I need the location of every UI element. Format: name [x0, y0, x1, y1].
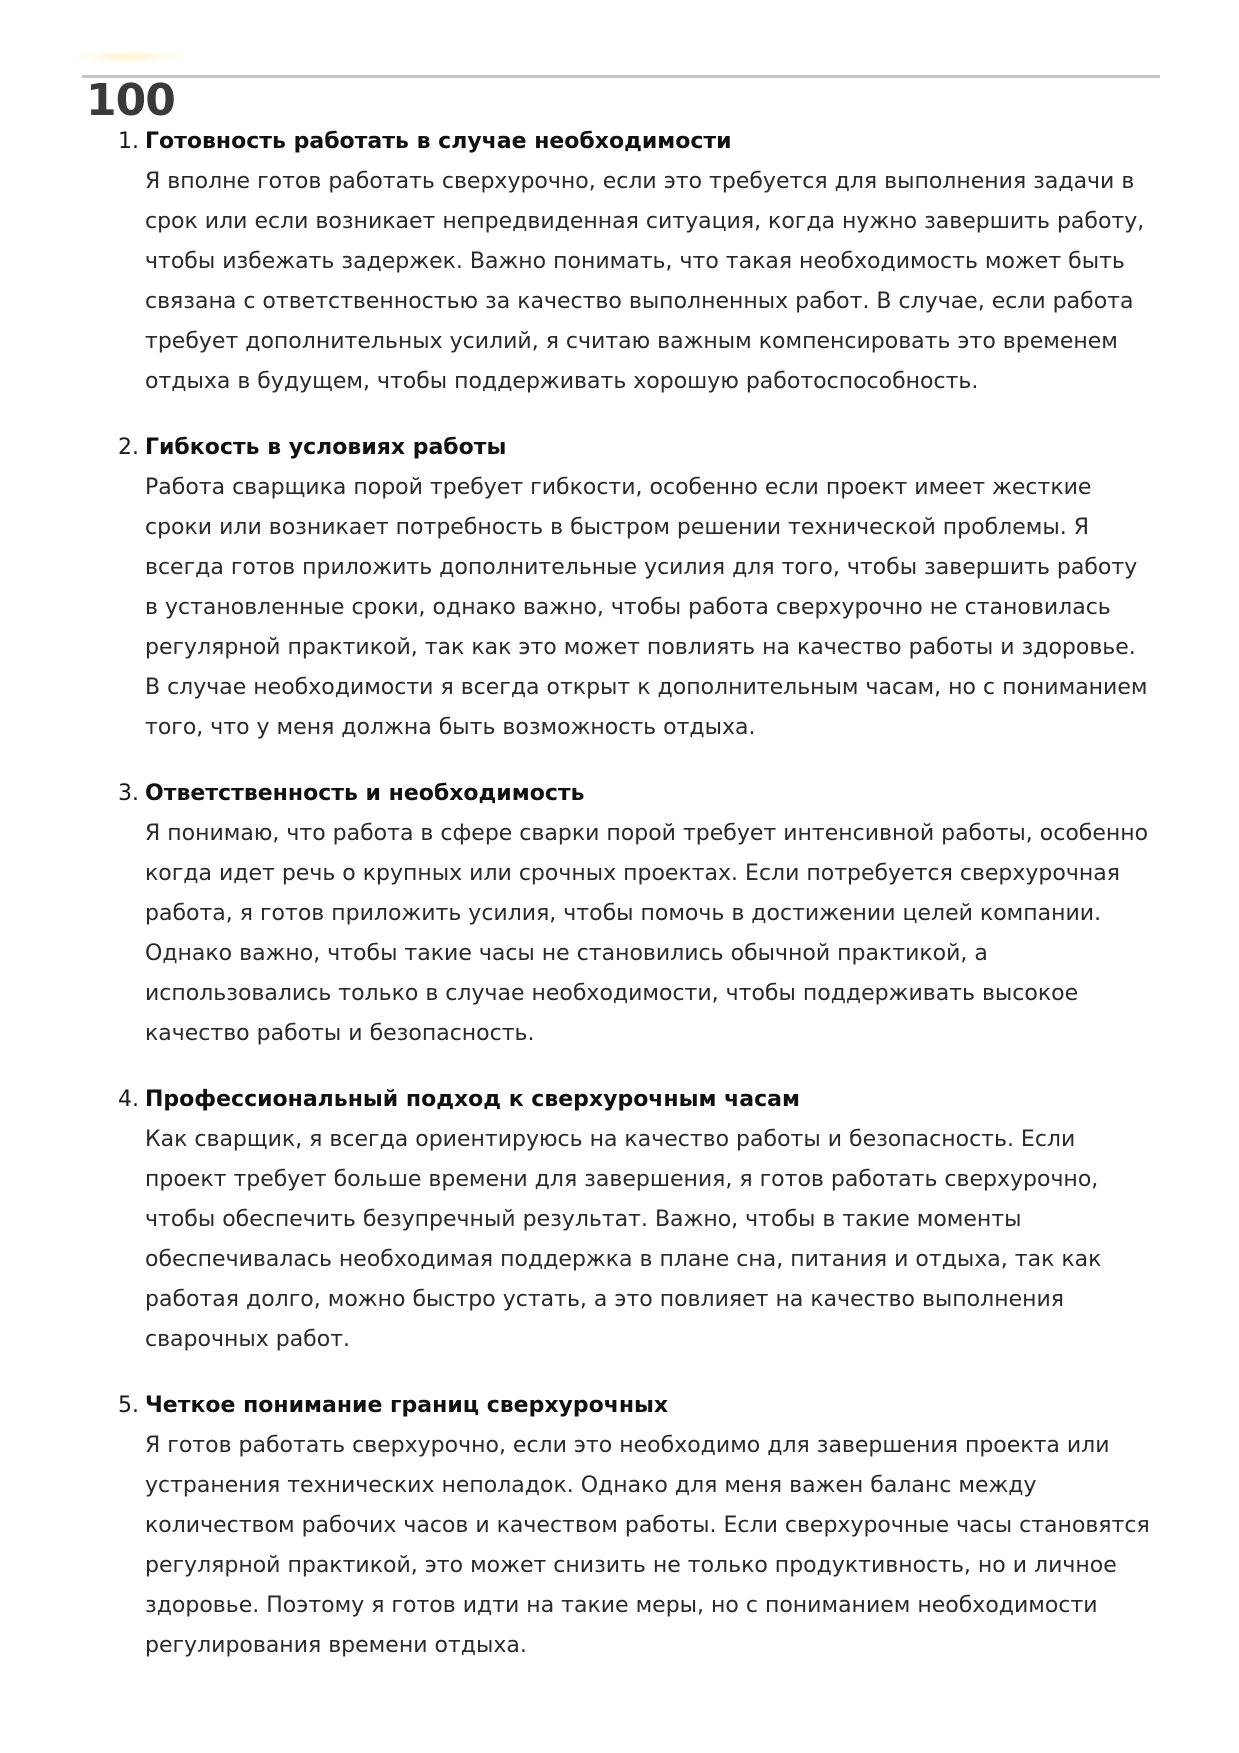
- list-item: [118, 428, 1155, 748]
- item-title: Профессиональный подход к сверхурочным часам: [145, 1087, 800, 1112]
- item-title: Четкое понимание границ сверхурочных: [145, 1393, 669, 1418]
- item-body: Работа сварщика порой требует гибкости, особенно если проект имеет жесткие сроки или возникает потребность в быстром решении технической проблемы. Я всегда готов приложить дополнительные усилия для того, чтобы завершить работу в установленные сроки, однако важно, чтобы работа сверхурочно не становилась регулярной практикой, так как это может повлиять на качество работы и здоровье. В случае необходимости я всегда открыт к дополнительным часам, но с пониманием того, что у меня должна быть возможность отдыха.: [145, 475, 1148, 740]
- page-top-glow: [74, 50, 184, 64]
- list-item: [118, 1080, 1155, 1360]
- header-rule: [82, 75, 1160, 78]
- item-number: 3.: [118, 781, 139, 806]
- list-item: [118, 122, 1155, 402]
- item-body: Я понимаю, что работа в сфере сварки порой требует интенсивной работы, особенно когда идет речь о крупных или срочных проектах. Если потребуется сверхурочная работа, я готов приложить усилия, чтобы помочь в достижении целей компании. Однако важно, чтобы такие часы не становились обычной практикой, а использовались только в случае необходимости, чтобы поддерживать высокое качество работы и безопасность.: [145, 821, 1149, 1046]
- item-title: Готовность работать в случае необходимости: [145, 129, 732, 154]
- item-number: 5.: [118, 1393, 139, 1418]
- list-item: [118, 1386, 1155, 1666]
- item-number: 2.: [118, 435, 139, 460]
- item-body: Я готов работать сверхурочно, если это необходимо для завершения проекта или устранения технических неполадок. Однако для меня важен баланс между количеством рабочих часов и качеством работы. Если сверхурочные часы становятся регулярной практикой, это может снизить не только продуктивность, но и личное здоровье. Поэтому я готов идти на такие меры, но с пониманием необходимости регулирования времени отдыха.: [145, 1433, 1150, 1658]
- list-item: [118, 774, 1155, 1054]
- item-number: 1.: [118, 129, 139, 154]
- item-title: Ответственность и необходимость: [145, 781, 585, 806]
- item-body: Как сварщик, я всегда ориентируюсь на качество работы и безопасность. Если проект требует больше времени для завершения, я готов работать сверхурочно, чтобы обеспечить безупречный результат. Важно, чтобы в такие моменты обеспечивалась необходимая поддержка в плане сна, питания и отдыха, так как работая долго, можно быстро устать, а это повлияет на качество выполнения сварочных работ.: [145, 1127, 1102, 1352]
- numbered-list: [118, 122, 1155, 1692]
- item-title: Гибкость в условиях работы: [145, 435, 507, 460]
- page-number: 100: [86, 75, 175, 126]
- item-number: 4.: [118, 1087, 139, 1112]
- item-body: Я вполне готов работать сверхурочно, если это требуется для выполнения задачи в срок или если возникает непредвиденная ситуация, когда нужно завершить работу, чтобы избежать задержек. Важно понимать, что такая необходимость может быть связана с ответственностью за качество выполненных работ. В случае, если работа требует дополнительных усилий, я считаю важным компенсировать это временем отдыха в будущем, чтобы поддерживать хорошую работоспособность.: [145, 169, 1145, 394]
